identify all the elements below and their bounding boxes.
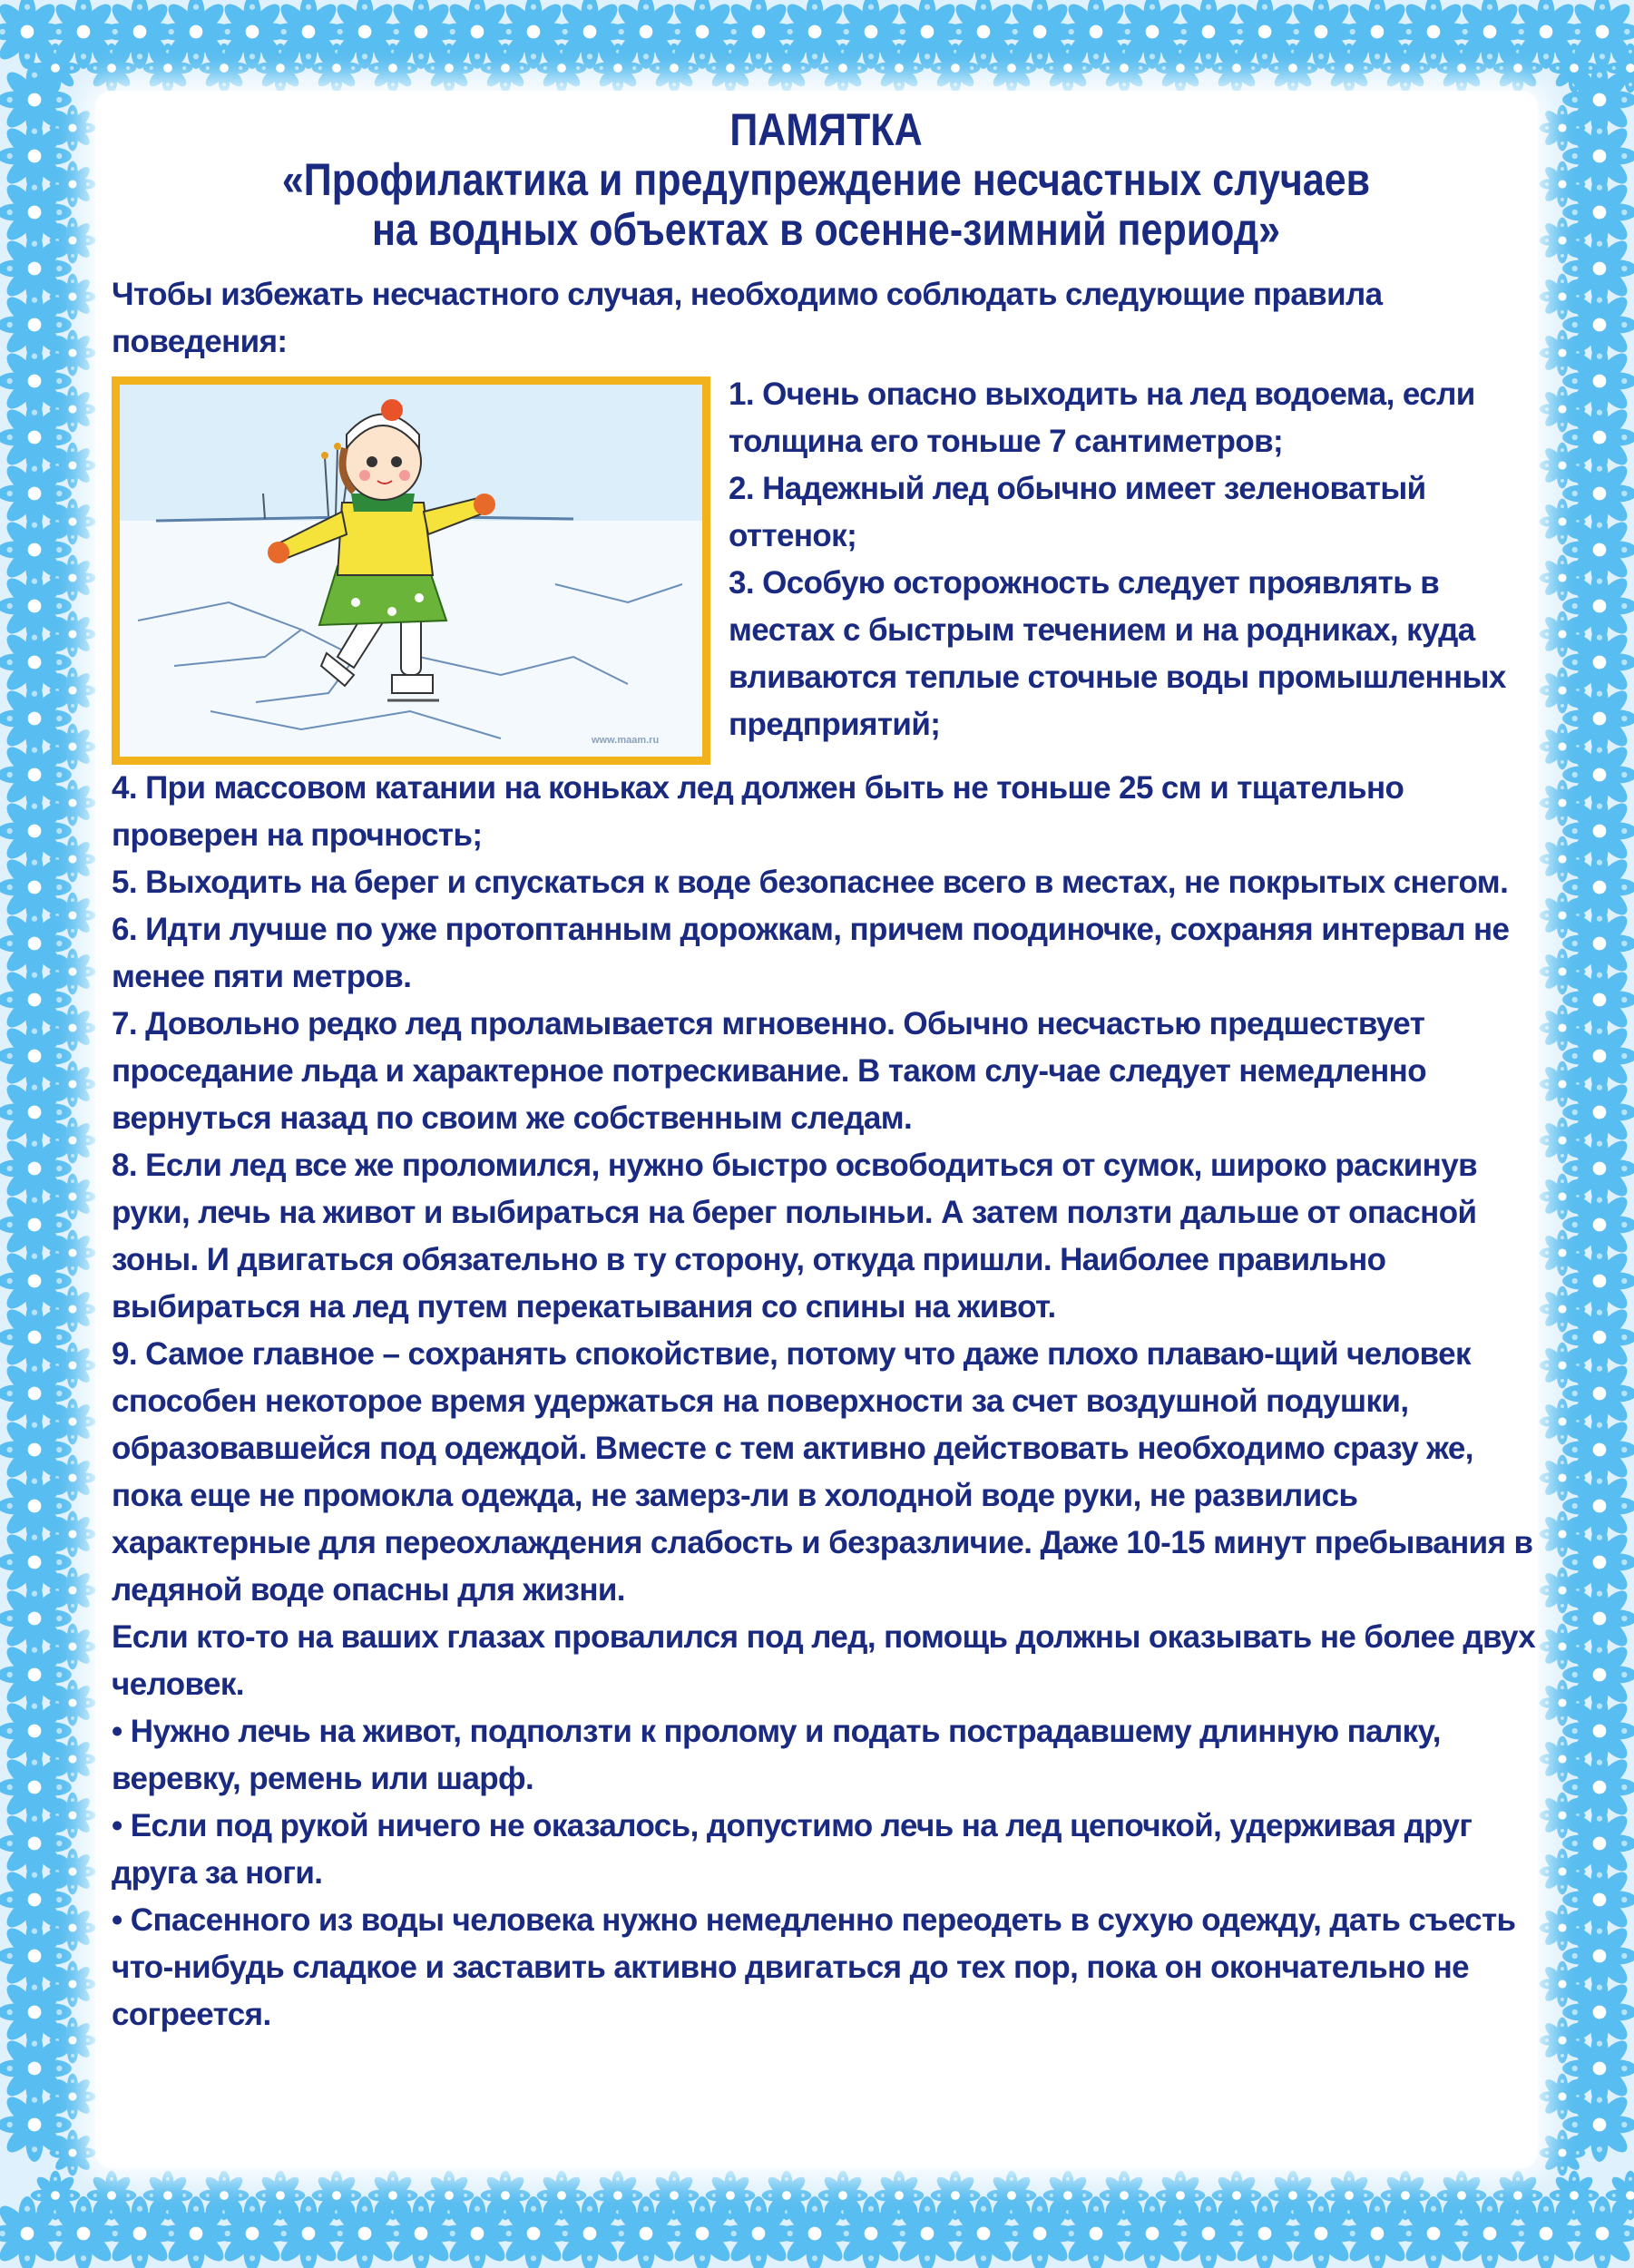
rule-4: 4. При массовом катании на коньках лед должен быть не тоньше 25 см и тщательно проверен на прочность;	[112, 770, 1404, 853]
rule-5: 5. Выходить на берег и спускаться к воде безопаснее всего в местах, не покрытых снегом.	[112, 865, 1509, 900]
rescue-step-2: • Если под рукой ничего не оказалось, допустимо лечь на лед цепочкой, удерживая друг друга за ноги.	[112, 1808, 1473, 1891]
rules-with-image	[112, 371, 1541, 765]
rule-7: 7. Довольно редко лед проламывается мгновенно. Обычно несчастью предшествует проседание льда и характерное потрескивание. В таком слу-чае следует немедленно вернуться назад по своим же собственным следам.	[112, 1006, 1427, 1136]
page-title	[211, 105, 1441, 255]
title-line-2: «Профилактика и предупреждение несчастных случаев	[281, 154, 1371, 205]
rescue-step-3: • Спасенного из воды человека нужно немедленно переодеть в сухую одежду, дать съесть что-нибудь сладкое и заставить активно двигаться до тех пор, пока он окончательно не согреется.	[112, 1902, 1516, 2032]
rule-6: 6. Идти лучше по уже протоптанным дорожкам, причем поодиночке, сохраняя интервал не менее пяти метров.	[112, 912, 1510, 994]
title-line-3: на водных объектах в осенне-зимний период»	[371, 204, 1281, 255]
rules-beside-image	[729, 371, 1541, 765]
rule-8: 8. Если лед все же проломился, нужно быстро освободиться от сумок, широко раскинув руки, лечь на живот и выбираться на берег полыньи. А затем ползти дальше от опасной зоны. И двигаться обязательно в ту сторону, откуда пришли. Наиболее правильно выбираться на лед путем перекатывания со спины на живот.	[112, 1148, 1477, 1325]
memo-content	[112, 105, 1541, 2165]
title-line-1: ПАМЯТКА	[729, 104, 923, 155]
skating-girl-illustration	[112, 376, 710, 765]
skating-girl-image	[120, 385, 702, 757]
rescue-intro: Если кто-то на ваших глазах провалился под лед, помощь должны оказывать не более двух человек.	[112, 1619, 1536, 1702]
rescue-step-1: • Нужно лечь на живот, подползти к пролому и подать пострадавшему длинную палку, веревку, ремень или шарф.	[112, 1714, 1441, 1796]
rules-list	[112, 765, 1541, 2038]
image-watermark: www.maam.ru	[592, 735, 660, 746]
rule-9: 9. Самое главное – сохранять спокойствие, потому что даже плохо плаваю-щий человек способен некоторое время удержаться на поверхности за счет воздушной подушки, образовавшейся под одеждой. Вместе с тем активно действовать необходимо сразу же, пока еще не промокла одежда, не замерз-ли в холодной воде руки, не развились характерные для переохлаждения слабость и безразличие. Даже 10-15 минут пребывания в ледяной воде опасны для жизни.	[112, 1336, 1533, 1608]
intro-text: Чтобы избежать несчастного случая, необходимо соблюдать следующие правила поведения:	[112, 277, 1383, 359]
rule-3: 3. Особую осторожность следует проявлять в местах с быстрым течением и на родниках, куда вливаются теплые сточные воды промышленных предприятий;	[729, 565, 1506, 742]
rule-1: 1. Очень опасно выходить на лед водоема, если толщина его тоньше 7 сантиметров;	[729, 376, 1475, 459]
snowflake-icon	[50, 2130, 96, 2176]
rule-2: 2. Надежный лед обычно имеет зеленоватый оттенок;	[729, 471, 1426, 553]
snowflake-icon	[1540, 2130, 1586, 2176]
